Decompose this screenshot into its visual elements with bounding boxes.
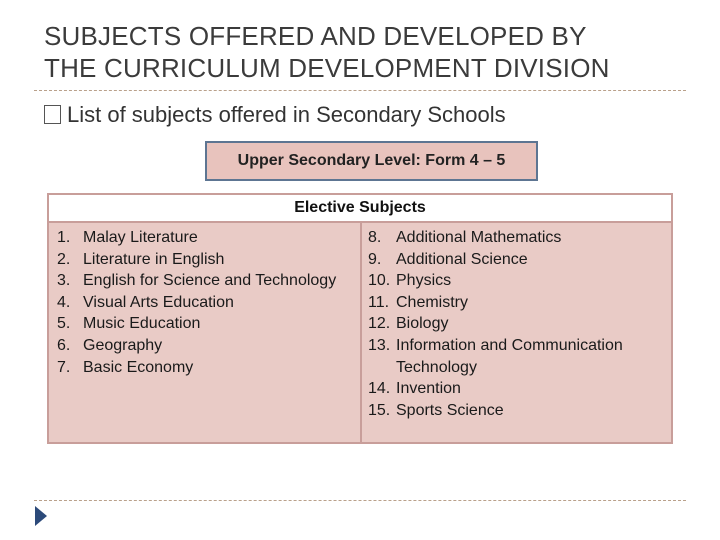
- subject-name: Physics: [396, 272, 452, 290]
- subject-item: [57, 270, 360, 292]
- subject-item: [368, 378, 671, 400]
- subject-name: Sports Science: [396, 401, 504, 419]
- bullet-item: [44, 102, 506, 128]
- subject-name: Chemistry: [396, 293, 469, 311]
- right-subject-list: [362, 223, 671, 421]
- subject-item: [57, 357, 360, 379]
- title-line-1: SUBJECTS OFFERED AND DEVELOPED BY: [44, 21, 587, 51]
- subject-item: [368, 335, 671, 378]
- subject-item: [57, 249, 360, 271]
- subject-name: Literature in English: [83, 250, 225, 268]
- level-label-box: [205, 141, 538, 181]
- subject-number: 7.: [57, 358, 71, 376]
- subject-name: Visual Arts Education: [83, 293, 234, 311]
- subject-number: 8.: [368, 229, 382, 246]
- slide-title: [44, 20, 704, 84]
- subject-name: Additional Science: [396, 250, 528, 268]
- subject-name: Geography: [83, 336, 163, 354]
- subject-number: 14.: [368, 380, 391, 398]
- subject-number: 12.: [368, 315, 391, 333]
- subject-item: [57, 227, 360, 249]
- subject-number: 9.: [368, 250, 382, 268]
- subject-item: [368, 270, 671, 292]
- play-arrow-icon[interactable]: [35, 506, 47, 526]
- subject-name: Biology: [396, 315, 449, 333]
- subject-name: Information and Communication Technology: [396, 336, 623, 376]
- left-subject-list: [49, 223, 360, 378]
- right-column: [362, 223, 671, 442]
- table-header: [49, 195, 671, 223]
- left-column: [49, 223, 360, 442]
- subject-name: Additional Mathematics: [396, 229, 562, 246]
- checkbox-bullet-icon: [44, 105, 61, 124]
- subject-name: English for Science and Technology: [83, 272, 337, 290]
- subject-item: [368, 292, 671, 314]
- subject-number: 4.: [57, 293, 71, 311]
- subject-item: [368, 313, 671, 335]
- subject-item: [57, 335, 360, 357]
- subject-number: 5.: [57, 315, 71, 333]
- subject-number: 15.: [368, 401, 391, 419]
- subject-name: Basic Economy: [83, 358, 194, 376]
- subject-item: [368, 400, 671, 422]
- subject-number: 6.: [57, 336, 71, 354]
- title-line-2: THE CURRICULUM DEVELOPMENT DIVISION: [44, 53, 610, 83]
- elective-subjects-table: [47, 193, 673, 444]
- subject-number: 1.: [57, 229, 71, 246]
- subject-name: Invention: [396, 380, 461, 398]
- bottom-divider: [34, 500, 686, 501]
- subject-name: Music Education: [83, 315, 201, 333]
- subject-item: [57, 292, 360, 314]
- level-label: Upper Secondary Level: Form 4 – 5: [237, 152, 506, 169]
- subject-name: Malay Literature: [83, 229, 198, 246]
- subject-number: 13.: [368, 336, 391, 354]
- table-header-text: Elective Subjects: [294, 199, 426, 216]
- top-divider: [34, 90, 686, 91]
- bullet-text: List of subjects offered in Secondary Schools: [67, 102, 506, 127]
- subject-number: 3.: [57, 272, 71, 290]
- subject-item: [368, 227, 671, 249]
- subject-item: [368, 249, 671, 271]
- subject-number: 10.: [368, 272, 391, 290]
- subject-item: [57, 313, 360, 335]
- subject-number: 2.: [57, 250, 71, 268]
- subject-number: 11.: [368, 293, 390, 311]
